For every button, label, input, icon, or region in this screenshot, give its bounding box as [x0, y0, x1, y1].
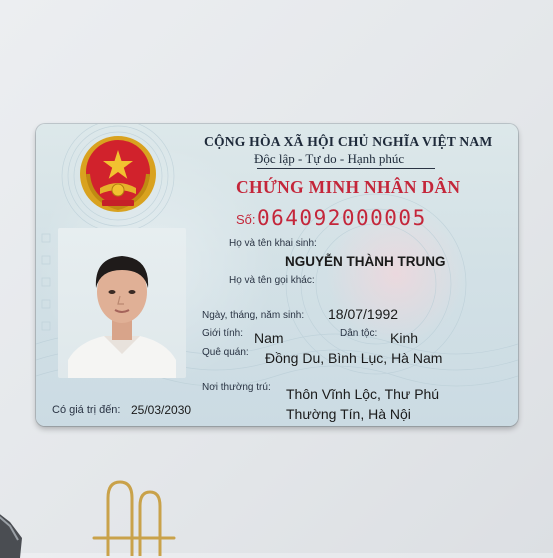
birth-name-label: Họ và tên khai sinh:: [229, 238, 317, 249]
id-number-label: Số:: [236, 212, 256, 227]
residence-label: Nơi thường trú:: [202, 382, 271, 393]
birth-name: NGUYỄN THÀNH TRUNG: [285, 254, 446, 269]
expiry-label: Có giá trị đến:: [52, 404, 121, 416]
sex: Nam: [254, 330, 284, 346]
ethnicity: Kinh: [390, 330, 419, 346]
residence-line1: Thôn Vĩnh Lộc, Thư Phú: [286, 386, 440, 402]
motto: Độc lập - Tự do - Hạnh phúc: [254, 151, 405, 166]
binder-clip-corner: [0, 498, 32, 558]
sex-label: Giới tính:: [202, 328, 244, 339]
dob: 18/07/1992: [328, 306, 399, 322]
residence-line2: Thường Tín, Hà Nội: [286, 406, 411, 422]
id-number: 064092000005: [257, 206, 427, 230]
dob-label: Ngày, tháng, năm sinh:: [202, 310, 305, 321]
document-title: CHỨNG MINH NHÂN DÂN: [236, 177, 461, 197]
portrait-photo: [58, 228, 186, 378]
ethnicity-label: Dân tộc:: [340, 328, 378, 339]
hometown-label: Quê quán:: [202, 347, 249, 358]
portrait-icon: [58, 228, 186, 378]
motto-underline: [257, 168, 435, 169]
expiry-date: 25/03/2030: [131, 403, 192, 417]
other-name-label: Họ và tên gọi khác:: [229, 275, 315, 286]
hometown: Đồng Du, Bình Lục, Hà Nam: [265, 350, 443, 366]
national-emblem-icon: [78, 134, 158, 214]
id-card: [36, 124, 518, 426]
country-name: CỘNG HÒA XÃ HỘI CHỦ NGHĨA VIỆT NAM: [204, 134, 493, 149]
paper-clip-icon: [84, 478, 184, 556]
